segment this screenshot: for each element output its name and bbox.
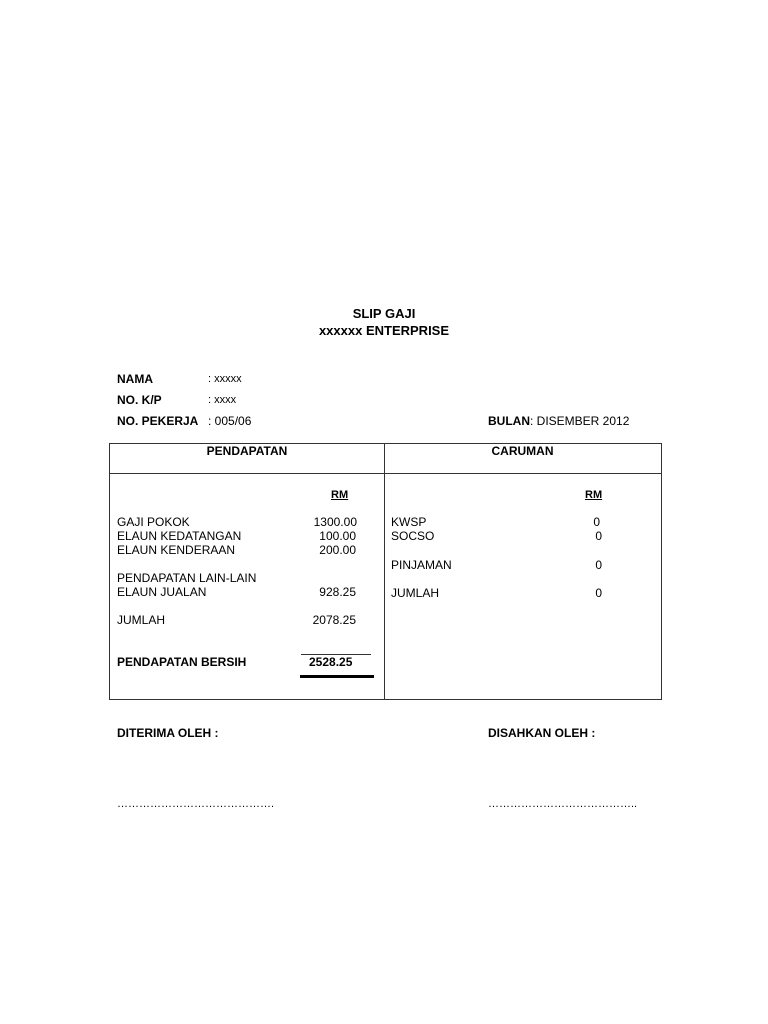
- slip-title: SLIP GAJI: [352, 306, 416, 321]
- bulan-value: : DISEMBER 2012: [530, 414, 630, 428]
- earning-label: JUMLAH: [117, 613, 166, 627]
- bulan: [488, 414, 629, 428]
- approved-by-label: DISAHKAN OLEH :: [488, 726, 596, 740]
- net-label: PENDAPATAN BERSIH: [117, 655, 247, 669]
- contribution-value: 0: [595, 558, 602, 572]
- contribution-value: 0: [593, 515, 600, 529]
- kp-value: : xxxx: [208, 394, 237, 406]
- earning-value: 200.00: [319, 543, 356, 557]
- contribution-label: JUMLAH: [391, 586, 440, 600]
- caruman-header: CARUMAN: [491, 444, 554, 458]
- earning-label: ELAUN KENDERAAN: [117, 543, 236, 557]
- earning-label: ELAUN KEDATANGAN: [117, 529, 242, 543]
- approved-signature-line: …………………………………..: [488, 798, 638, 810]
- earning-value: 928.25: [319, 585, 356, 599]
- contribution-value: 0: [595, 586, 602, 600]
- table-column-divider: [384, 444, 385, 699]
- bulan-label: BULAN: [488, 414, 530, 428]
- table-header-divider: [110, 473, 661, 474]
- net-double-underline: [300, 675, 374, 678]
- received-signature-line: …………………………………….: [117, 798, 275, 810]
- earning-label: PENDAPATAN LAIN-LAIN: [117, 571, 257, 585]
- contribution-label: KWSP: [391, 515, 427, 529]
- pendapatan-header: PENDAPATAN: [206, 444, 288, 458]
- contribution-label: SOCSO: [391, 529, 435, 543]
- kp-label: NO. K/P: [117, 393, 162, 407]
- earning-value: 100.00: [319, 529, 356, 543]
- earning-label: ELAUN JUALAN: [117, 585, 207, 599]
- contributions-currency: RM: [585, 489, 603, 501]
- earning-value: 2078.25: [312, 613, 356, 627]
- earnings-currency: RM: [331, 489, 349, 501]
- pekerja-value: : 005/06: [208, 414, 252, 428]
- received-by-label: DITERIMA OLEH :: [117, 726, 219, 740]
- contribution-label: PINJAMAN: [391, 558, 452, 572]
- pekerja-label: NO. PEKERJA: [117, 414, 199, 428]
- nama-value: : xxxxx: [208, 373, 242, 385]
- earning-label: GAJI POKOK: [117, 515, 190, 529]
- earning-value: 1300.00: [313, 515, 357, 529]
- contribution-value: 0: [595, 529, 602, 543]
- company-name: xxxxxx ENTERPRISE: [318, 323, 450, 338]
- nama-label: NAMA: [117, 372, 153, 386]
- net-value: 2528.25: [309, 655, 353, 669]
